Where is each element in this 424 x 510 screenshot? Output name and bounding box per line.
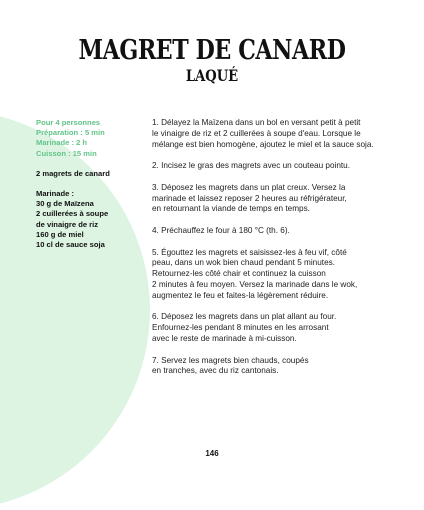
- recipe-sidebar: [36, 118, 146, 250]
- ingredient-line: 160 g de miel: [36, 229, 84, 239]
- step-2: 2. Incisez le gras des magrets avec un couteau pointu.: [152, 161, 350, 171]
- ingredient-line: de vinaigre de riz: [36, 219, 99, 229]
- step-5: 5. Égouttez les magrets et saisissez-les à feu vif, côté peau, dans un wok bien chaud pendant 5 minutes. Retournez-les côté chair et continuez la cuisson 2 minutes à feu moyen. Versez la marinade dans le wok, augmentez le feu et faites-la légèrement réduire.: [152, 247, 358, 300]
- marinade-heading: Marinade :: [36, 189, 74, 199]
- servings: Pour 4 personnes: [36, 118, 101, 127]
- recipe-title: MAGRET DE CANARD: [78, 35, 346, 66]
- ingredient-line: 30 g de Maïzena: [36, 199, 94, 209]
- ingredient-line: 10 cl de sauce soja: [36, 240, 105, 250]
- recipe-steps: [152, 118, 392, 388]
- recipe-subtitle: LAQUÉ: [185, 66, 239, 85]
- step-3: 3. Déposez les magrets dans un plat creux. Versez la marinade et laissez reposer 2 heures au réfrigérateur, en retournant la viande de temps en temps.: [152, 182, 347, 214]
- ingredient-line: 2 cuillerées à soupe: [36, 209, 109, 219]
- cooking-time: Cuisson : 15 min: [36, 148, 97, 158]
- title-block: [0, 36, 424, 86]
- main-ingredient: 2 magrets de canard: [36, 168, 110, 178]
- step-7: 7. Servez les magrets bien chauds, coupés en tranches, avec du riz cantonais.: [152, 355, 309, 376]
- prep-time: Préparation : 5 min: [36, 128, 105, 138]
- step-1: 1. Délayez la Maïzena dans un bol en versant petit à petit le vinaigre de riz et 2 cuillerées à soupe d'eau. Lorsque le mélange est bien homogène, ajoutez le miel et la sauce soja.: [152, 118, 374, 149]
- step-4: 4. Préchauffez le four à 180 °C (th. 6).: [152, 225, 290, 235]
- step-6: 6. Déposez les magrets dans un plat allant au four. Enfournez-les pendant 8 minutes en les arrosant avec le reste de marinade à mi-cuisson.: [152, 312, 337, 343]
- page-number: 146: [205, 449, 219, 458]
- marinade-time: Marinade : 2 h: [36, 138, 88, 148]
